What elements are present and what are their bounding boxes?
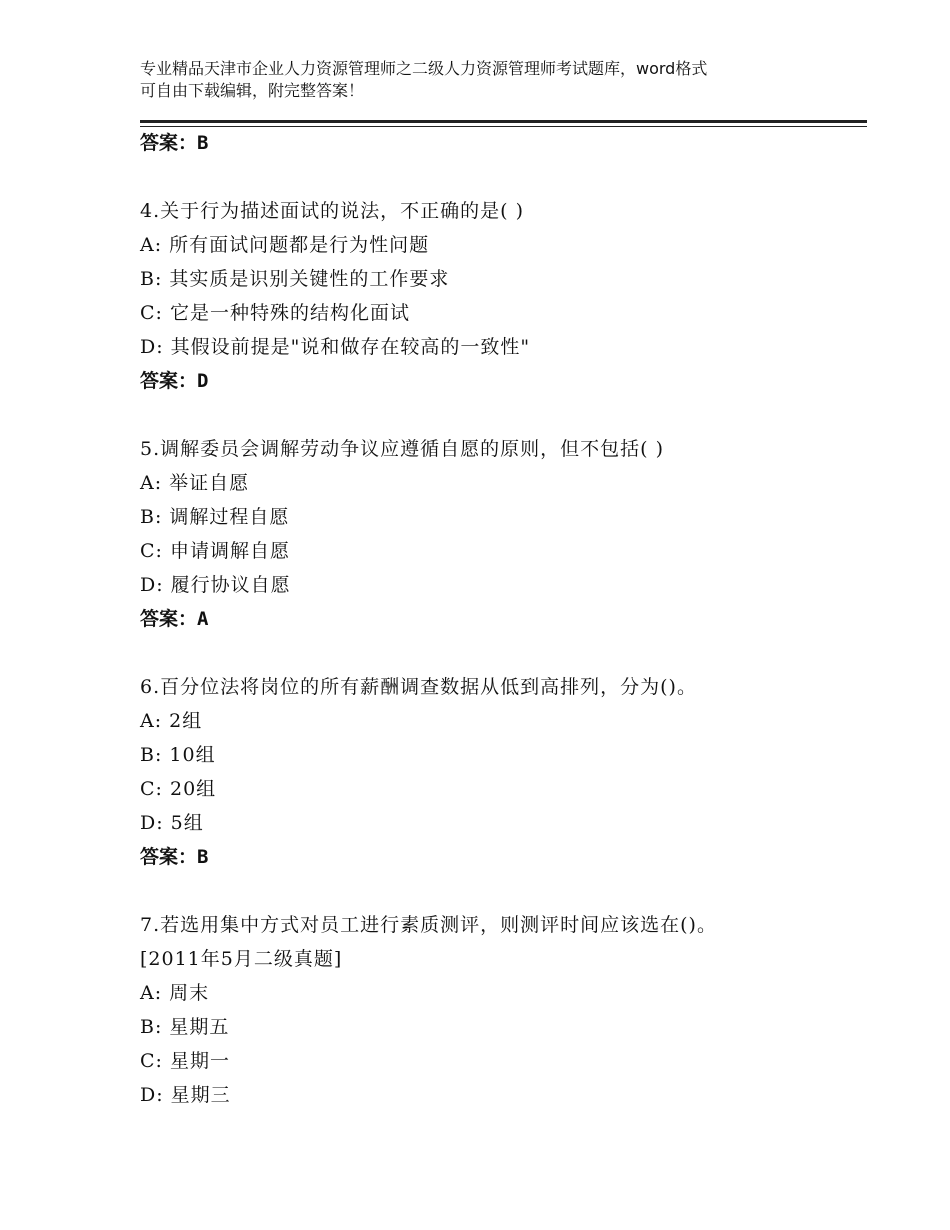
option-d: D: 其假设前提是"说和做存在较高的一致性": [140, 336, 531, 358]
answer-value: B: [197, 846, 209, 868]
spacer: [140, 874, 867, 908]
answer-prefix: 答案：: [140, 846, 198, 868]
answer-value: B: [197, 132, 209, 154]
answer-line: [140, 602, 867, 636]
answer-line: [140, 364, 867, 398]
answer-line: [140, 840, 867, 874]
question-stem: 5.调解委员会调解劳动争议应遵循自愿的原则，但不包括( ): [140, 438, 664, 460]
question-stem: 7.若选用集中方式对员工进行素质测评，则测评时间应该选在()。: [140, 914, 717, 936]
option-c: C: 20组: [140, 778, 217, 800]
header-line-2: 可自由下载编辑，附完整答案！: [140, 81, 365, 100]
question-stem: 4.关于行为描述面试的说法，不正确的是( ): [140, 200, 524, 222]
option-d: D: 履行协议自愿: [140, 574, 291, 596]
spacer: [140, 398, 867, 432]
header-divider-thick: [140, 120, 867, 123]
option-b: B: 星期五: [140, 1016, 230, 1038]
spacer: [140, 636, 867, 670]
answer-prefix: 答案：: [140, 132, 198, 154]
answer-prefix: 答案：: [140, 608, 198, 630]
document-header: [140, 58, 840, 102]
question-stem: 6.百分位法将岗位的所有薪酬调查数据从低到高排列，分为()。: [140, 676, 697, 698]
option-d: D: 星期三: [140, 1084, 231, 1106]
answer-line: [140, 126, 867, 160]
option-c: C: 申请调解自愿: [140, 540, 290, 562]
option-c: C: 它是一种特殊的结构化面试: [140, 302, 410, 324]
question-source: [2011年5月二级真题]: [140, 948, 343, 970]
option-a: A: 周末: [140, 982, 210, 1004]
option-b: B: 其实质是识别关键性的工作要求: [140, 268, 450, 290]
option-d: D: 5组: [140, 812, 204, 834]
spacer: [140, 160, 867, 194]
option-a: A: 所有面试问题都是行为性问题: [140, 234, 430, 256]
answer-value: D: [197, 370, 209, 392]
option-a: A: 2组: [140, 710, 203, 732]
question-list: [140, 126, 867, 1112]
option-c: C: 星期一: [140, 1050, 230, 1072]
answer-prefix: 答案：: [140, 370, 198, 392]
option-b: B: 10组: [140, 744, 216, 766]
header-line-1: 专业精品天津市企业人力资源管理师之二级人力资源管理师考试题库，word格式: [140, 59, 708, 78]
option-a: A: 举证自愿: [140, 472, 250, 494]
answer-value: A: [197, 608, 209, 630]
option-b: B: 调解过程自愿: [140, 506, 290, 528]
